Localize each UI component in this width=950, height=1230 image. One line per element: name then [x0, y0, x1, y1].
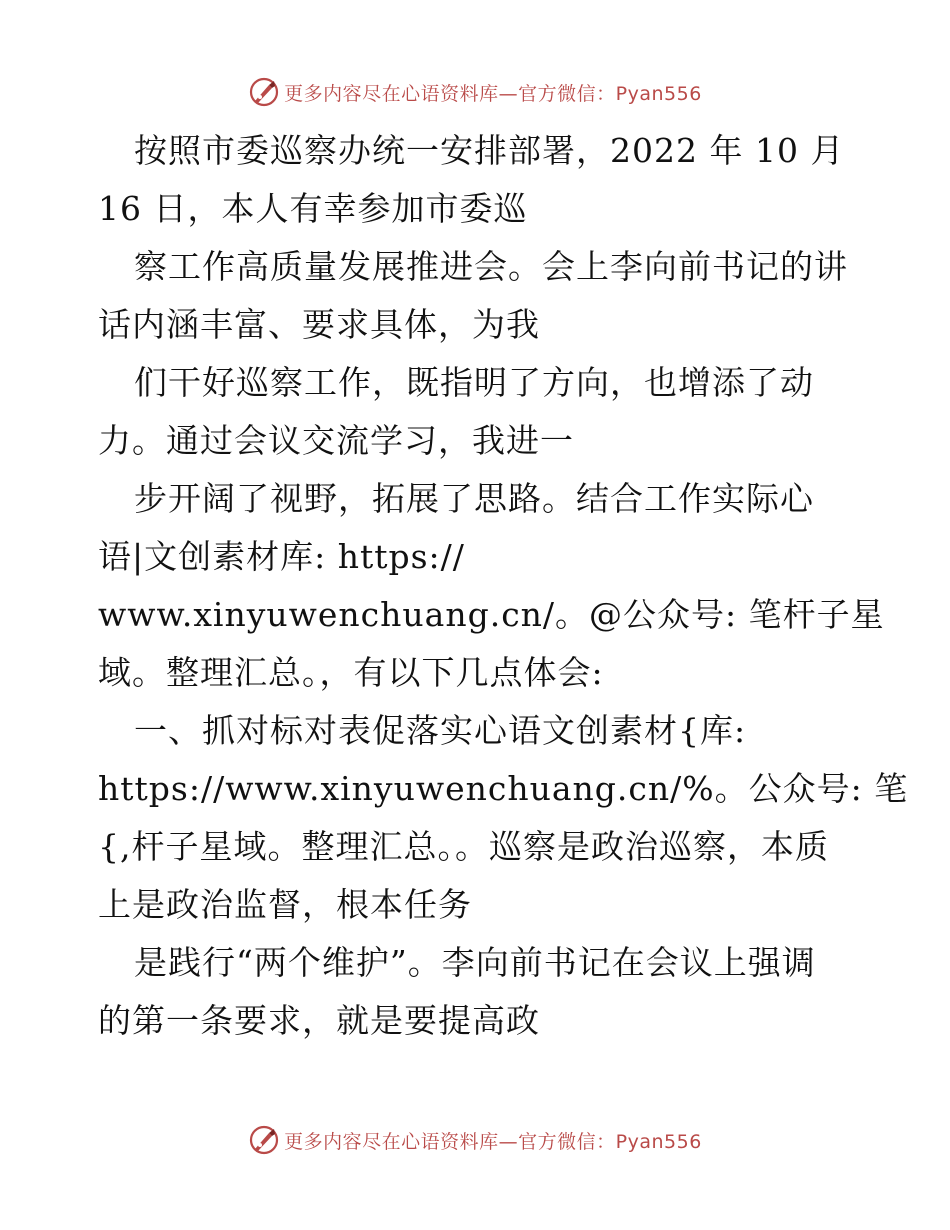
document-line: 16 日，本人有幸参加市委巡	[98, 189, 528, 228]
document-line: 语|文创素材库: https://	[98, 537, 465, 576]
document-line: www.xinyuwenchuang.cn/。@公众号: 笔杆子星	[98, 595, 885, 634]
quill-pen-logo-icon	[248, 1124, 280, 1156]
document-line: 一、抓对标对表促落实心语文创素材{库:	[134, 711, 747, 750]
document-line: https://www.xinyuwenchuang.cn/%。公众号: 笔	[98, 769, 909, 808]
quill-pen-logo-icon	[248, 76, 280, 108]
document-line: 察工作高质量发展推进会。会上李向前书记的讲	[134, 247, 848, 286]
document-line: 力。通过会议交流学习，我进一	[98, 421, 574, 460]
watermark-header	[0, 72, 950, 112]
watermark-text: 更多内容尽在心语资料库—官方微信：Pyan556	[284, 82, 702, 105]
document-line: 上是政治监督，根本任务	[98, 885, 472, 924]
document-line: {,杆子星域。整理汇总。。巡察是政治巡察，本质	[98, 827, 829, 866]
watermark-footer	[0, 1120, 950, 1160]
document-line: 按照市委巡察办统一安排部署，2022 年 10 月	[134, 131, 845, 170]
document-line: 话内涵丰富、要求具体，为我	[98, 305, 540, 344]
watermark-text: 更多内容尽在心语资料库—官方微信：Pyan556	[284, 1130, 702, 1153]
document-line: 们干好巡察工作，既指明了方向，也增添了动	[134, 363, 814, 402]
document-body	[98, 122, 909, 1050]
document-line: 是践行“两个维护”。李向前书记在会议上强调	[134, 943, 816, 982]
document-line: 域。整理汇总。，有以下几点体会:	[98, 653, 604, 692]
document-line: 的第一条要求，就是要提高政	[98, 1001, 540, 1040]
document-line: 步开阔了视野，拓展了思路。结合工作实际心	[134, 479, 814, 518]
